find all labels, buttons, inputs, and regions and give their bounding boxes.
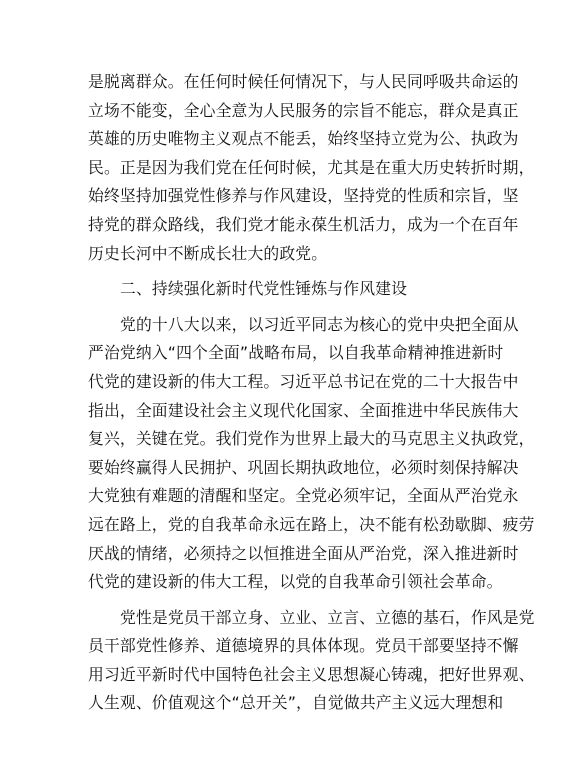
text-line: 远在路上，党的自我革命永远在路上，决不能有松劲歇脚、疲劳 (88, 514, 535, 534)
text-line: 始终坚持加强党性修养与作风建设，坚持党的性质和宗旨，坚 (88, 186, 519, 206)
paragraph-party-spirit (88, 604, 535, 718)
text-line: 代党的建设新的伟大工程。习近平总书记在党的二十大报告中 (88, 371, 519, 391)
text-line: 党性是党员干部立身、立业、立言、立德的基石，作风是党 (120, 607, 535, 627)
text-line: 英雄的历史唯物主义观点不能丢，始终坚持立党为公、执政为 (88, 129, 519, 149)
section-heading-2 (88, 275, 508, 304)
section-heading-text: 二、持续强化新时代党性锤炼与作风建设 (120, 279, 408, 299)
paragraph-spacer (88, 304, 508, 311)
document-body (88, 68, 535, 718)
text-line: 用习近平新时代中国特色社会主义思想凝心铸魂，把好世界观、 (88, 664, 535, 684)
text-line: 复兴，关键在党。我们党作为世界上最大的马克思主义执政党， (88, 429, 535, 449)
text-line: 大党独有难题的清醒和坚定。全党必须牢记，全面从严治党永 (88, 486, 519, 506)
paragraph-spacer (88, 268, 508, 275)
text-line: 严治党纳入“四个全面”战略布局，以自我革命精神推进新时 (88, 343, 504, 363)
text-line: 指出，全面建设社会主义现代化国家、全面推进中华民族伟大 (88, 400, 519, 420)
text-line: 代党的建设新的伟大工程，以党的自我革命引领社会革命。 (88, 572, 503, 592)
text-line: 持党的群众路线，我们党才能永葆生机活力，成为一个在百年 (88, 214, 519, 234)
text-line: 要始终赢得人民拥护、巩固长期执政地位，必须时刻保持解决 (88, 457, 519, 477)
text-line: 是脱离群众。在任何时候任何情况下，与人民同呼吸共命运的 (88, 72, 519, 91)
paragraph-since-18th-congress (88, 311, 535, 597)
paragraph-party-masses (88, 68, 535, 268)
text-line: 员干部党性修养、道德境界的具体体现。党员干部要坚持不懈 (88, 636, 519, 656)
text-line: 党的十八大以来，以习近平同志为核心的党中央把全面从 (120, 314, 519, 334)
text-line: 人生观、价值观这个“总开关”，自觉做共产主义远大理想和 (88, 693, 504, 713)
paragraph-spacer (88, 597, 508, 604)
text-line: 厌战的情绪，必须持之以恒推进全面从严治党，深入推进新时 (88, 543, 519, 563)
text-line: 历史长河中不断成长壮大的政党。 (88, 243, 328, 263)
text-line: 立场不能变，全心全意为人民服务的宗旨不能忘，群众是真正 (88, 100, 519, 120)
text-line: 民。正是因为我们党在任何时候，尤其是在重大历史转折时期， (88, 157, 535, 177)
